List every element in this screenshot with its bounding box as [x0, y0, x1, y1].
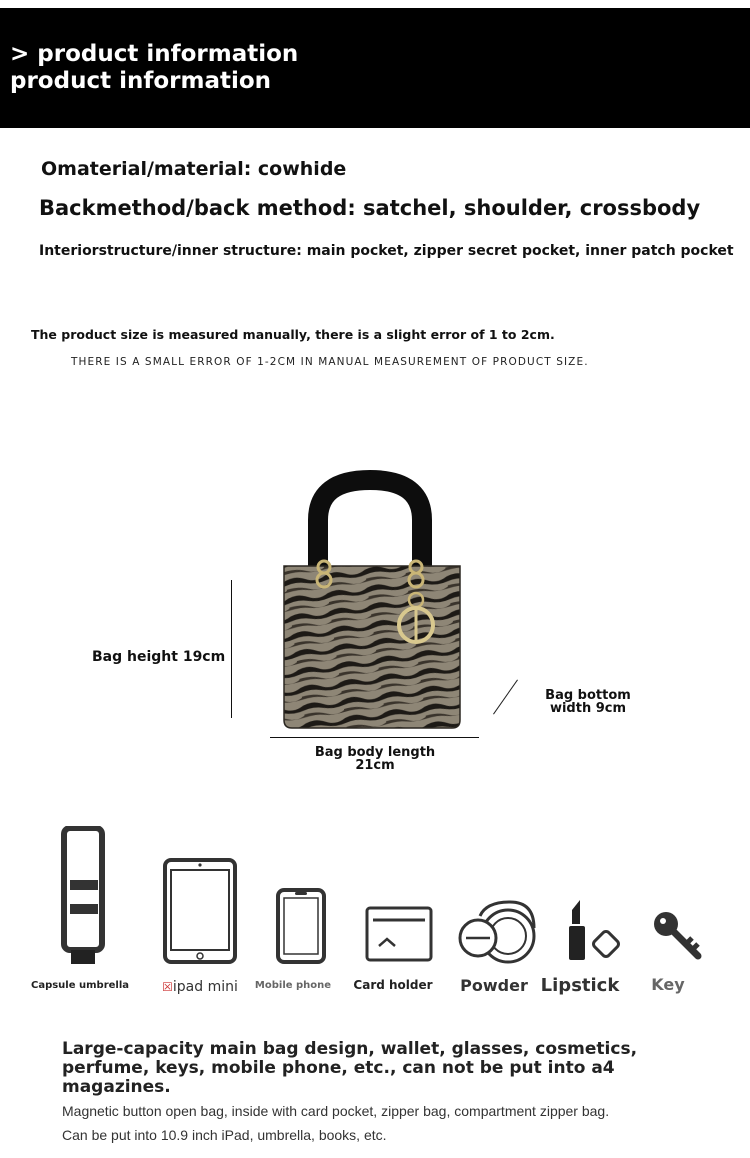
length-indicator-line — [270, 737, 479, 738]
inner-structure-info: Interiorstructure/inner structure: main pocket, zipper secret pocket, inner patch pocket — [39, 243, 734, 259]
key-icon — [652, 910, 704, 962]
features-line1: Magnetic button open bag, inside with card pocket, zipper bag, compartment zipper bag. — [62, 1103, 610, 1119]
header-title-secondary: product information — [10, 68, 272, 94]
phone-icon — [276, 888, 326, 964]
powder-icon — [456, 898, 538, 964]
header-title-primary: > product information — [10, 41, 299, 67]
handbag-image — [270, 470, 475, 735]
bag-length-label-line1: Bag body length — [314, 745, 436, 760]
lipstick-icon — [566, 898, 626, 962]
width-indicator-line — [493, 680, 518, 715]
card-holder-icon — [365, 906, 433, 962]
features-line2: Can be put into 10.9 inch iPad, umbrella, books, etc. — [62, 1127, 387, 1143]
umbrella-icon — [58, 826, 108, 966]
measurement-note-caps: THERE IS A SMALL ERROR OF 1-2CM IN MANUAL MEASUREMENT OF PRODUCT SIZE. — [71, 356, 589, 368]
bag-width-label-line2: width 9cm — [549, 701, 627, 716]
item-label-key: Key — [651, 975, 685, 994]
item-label-card-holder: Card holder — [353, 978, 433, 992]
measurement-note: The product size is measured manually, there is a slight error of 1 to 2cm. — [31, 327, 555, 342]
item-label-powder: Powder — [460, 976, 528, 995]
item-label-lipstick: Lipstick — [540, 975, 620, 996]
bag-length-label-line2: 21cm — [355, 758, 395, 773]
item-label-ipad — [150, 979, 250, 995]
material-info: Omaterial/material: cowhide — [41, 158, 347, 180]
back-method-info: Backmethod/back method: satchel, shoulder, crossbody — [39, 196, 701, 220]
header-banner — [0, 8, 750, 128]
item-label-umbrella: Capsule umbrella — [30, 980, 130, 991]
bag-height-label: Bag height 19cm — [92, 649, 226, 665]
item-label-phone: Mobile phone — [254, 980, 332, 991]
bag-length-label — [300, 746, 450, 772]
features-description — [62, 1099, 722, 1147]
tablet-icon — [163, 858, 237, 964]
capacity-summary: Large-capacity main bag design, wallet, glasses, cosmetics, perfume, keys, mobile phone, etc., can not be put into a4 magazines. — [62, 1039, 638, 1097]
cross-mark-icon: ☒ — [162, 980, 173, 994]
bag-width-label-line1: Bag bottom — [545, 688, 631, 703]
bag-width-label — [533, 689, 643, 715]
item-label-ipad-text: ipad mini — [172, 979, 238, 995]
height-indicator-line — [231, 580, 232, 718]
